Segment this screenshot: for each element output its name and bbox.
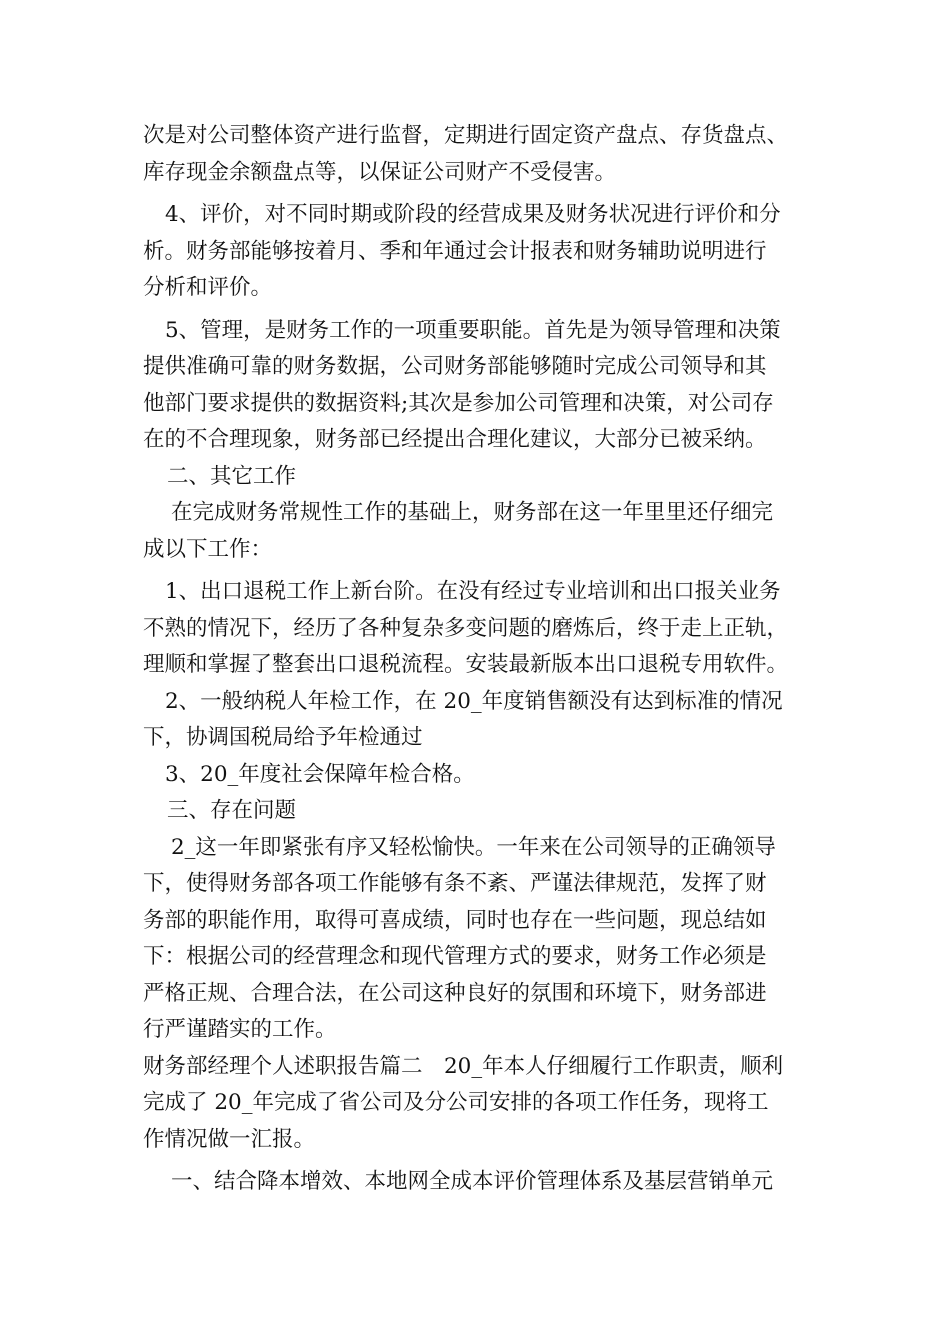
text-line: 二、其它工作 (167, 463, 297, 489)
text-line: 严格正规、合理合法，在公司这种良好的氛围和环境下，财务部进 (143, 980, 767, 1006)
text-line: 行严谨踏实的工作。 (143, 1017, 337, 1042)
text-line: 1、出口退税工作上新台阶。在没有经过专业培训和出口报关业务 (165, 579, 781, 604)
text-line: 完成了 20_年完成了省公司及分公司安排的各项工作任务，现将工 (143, 1090, 769, 1115)
text-line: 2_这一年即紧张有序又轻松愉快。一年来在公司领导的正确领导 (171, 834, 776, 860)
text-line: 务部的职能作用，取得可喜成绩，同时也存在一些问题，现总结如 (143, 907, 767, 933)
text-line: 在的不合理现象，财务部已经提出合理化建议，大部分已被采纳。 (143, 427, 767, 452)
text-line: 理顺和掌握了整套出口退税流程。安装最新版本出口退税专用软件。 (143, 652, 789, 677)
text-line: 下，使得财务部各项工作能够有条不紊、严谨法律规范，发挥了财 (143, 871, 767, 896)
text-line: 作情况做一汇报。 (143, 1126, 316, 1152)
text-line: 分析和评价。 (143, 275, 273, 300)
text-line: 下：根据公司的经营理念和现代管理方式的要求，财务工作必须是 (143, 944, 767, 969)
text-line: 下，协调国税局给予年检通过 (143, 725, 423, 750)
text-line: 他部门要求提供的数据资料;其次是参加公司管理和决策，对公司存 (143, 390, 774, 416)
text-line: 三、存在问题 (167, 798, 297, 823)
text-line: 4、评价，对不同时期或阶段的经营成果及财务状况进行评价和分 (165, 202, 781, 227)
document-page (143, 118, 843, 1201)
text-line: 2、一般纳税人年检工作，在 20_年度销售额没有达到标准的情况 (165, 688, 783, 714)
text-line: 次是对公司整体资产进行监督，定期进行固定资产盘点、存货盘点、 (143, 123, 789, 148)
text-line: 在完成财务常规性工作的基础上，财务部在这一年里里还仔细完 (171, 500, 774, 525)
text-line: 财务部经理个人述职报告篇二 20_年本人仔细履行工作职责，顺利 (143, 1053, 784, 1079)
text-line: 5、管理，是财务工作的一项重要职能。首先是为领导管理和决策 (165, 317, 781, 343)
text-line: 一、结合降本增效、本地网全成本评价管理体系及基层营销单元 (171, 1169, 774, 1194)
text-line: 提供准确可靠的财务数据，公司财务部能够随时完成公司领导和其 (143, 354, 767, 379)
text-line: 不熟的情况下，经历了各种复杂多变问题的磨炼后，终于走上正轨， (143, 615, 789, 641)
text-line: 库存现金余额盘点等，以保证公司财产不受侵害。 (143, 159, 617, 185)
text-line: 成以下工作： (143, 536, 273, 562)
text-line: 析。财务部能够按着月、季和年通过会计报表和财务辅助说明进行 (143, 238, 767, 264)
text-line: 3、20_年度社会保障年检合格。 (165, 761, 475, 787)
